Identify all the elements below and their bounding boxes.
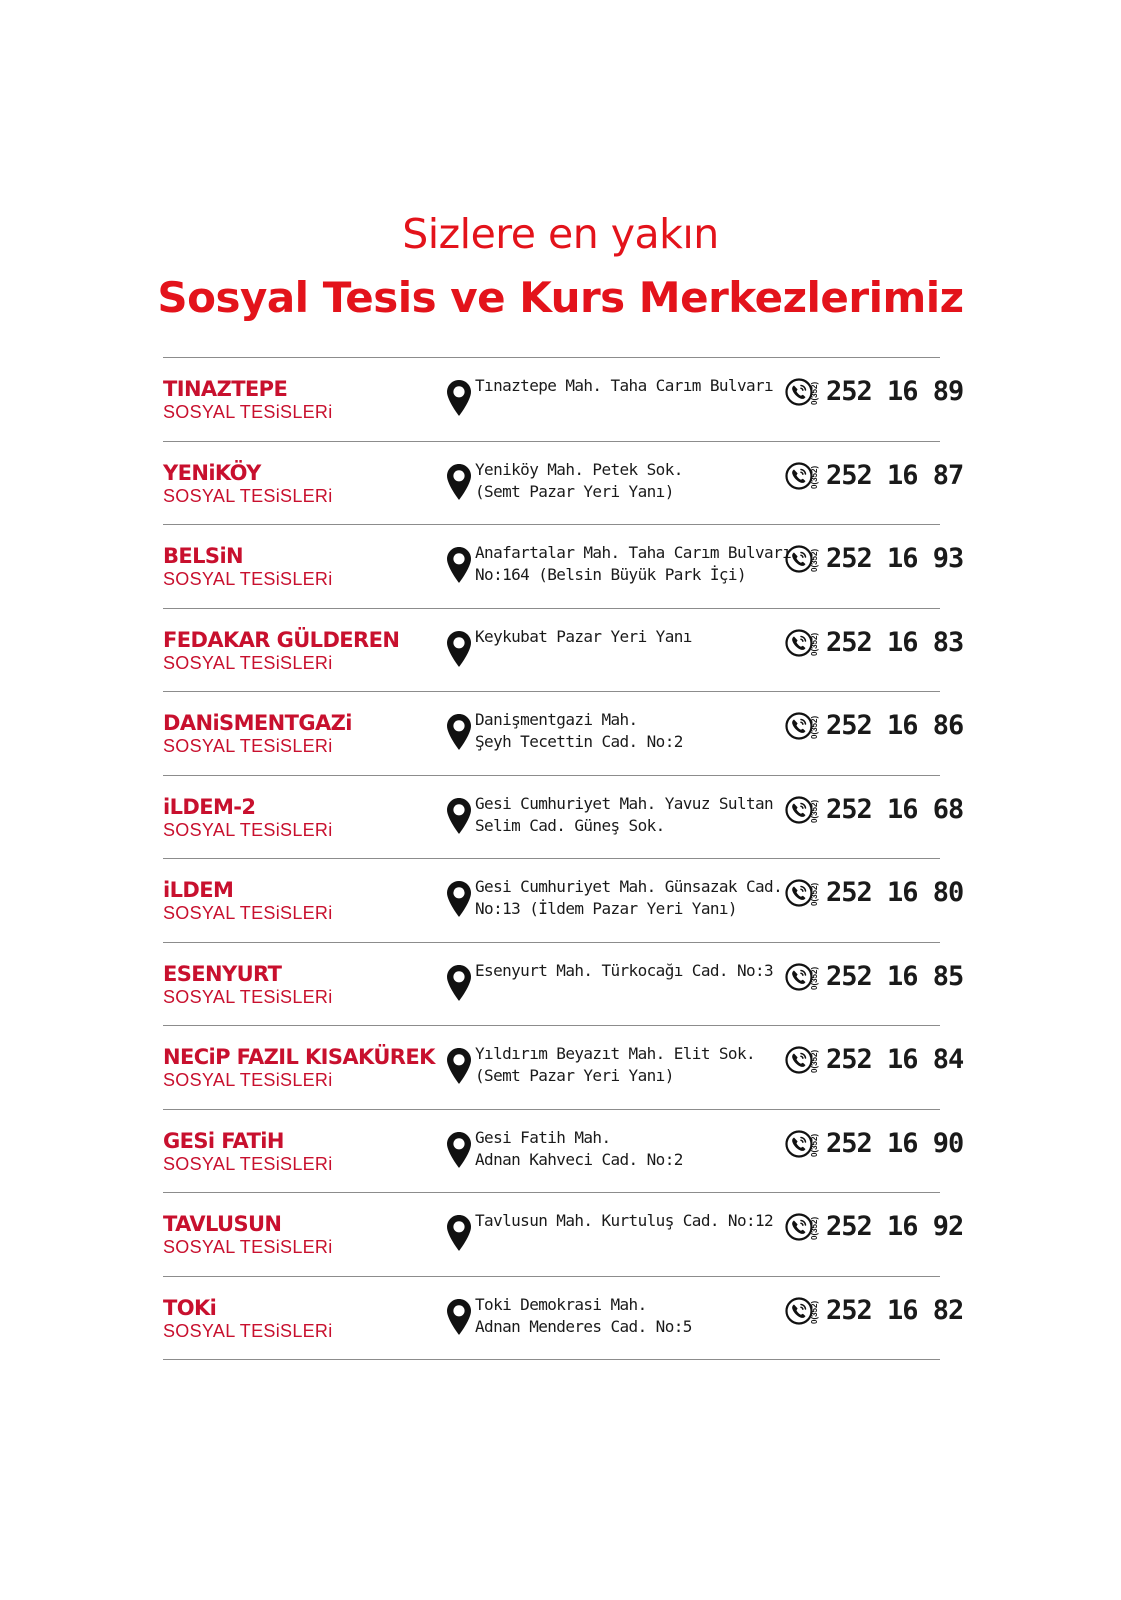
area-code: 0(352)	[810, 1216, 819, 1240]
facility-type: SOSYAL TESiSLERi	[163, 1153, 333, 1174]
area-code: 0(352)	[810, 798, 819, 823]
address-line: Adnan Menderes Cad. No:5	[475, 1316, 692, 1336]
facility-row	[163, 943, 964, 1027]
page-header	[0, 205, 1121, 329]
map-pin-icon	[446, 964, 472, 1002]
facility-name-block	[163, 1129, 333, 1175]
facility-address	[475, 1043, 775, 1087]
facility-name-block	[163, 878, 333, 924]
area-code: 0(352)	[810, 1049, 819, 1073]
facility-row	[163, 1193, 964, 1277]
phone-number[interactable]: 252 16 80	[826, 877, 964, 908]
phone-number[interactable]: 252 16 92	[826, 1211, 964, 1242]
address-line: Anafartalar Mah. Taha Carım Bulvarı	[475, 543, 792, 562]
facility-name: iLDEM-2	[163, 794, 256, 819]
map-pin-icon	[446, 1214, 472, 1252]
phone-number[interactable]: 252 16 86	[826, 710, 964, 741]
facility-address	[475, 709, 775, 753]
facility-row	[163, 442, 964, 526]
facility-name: DANiSMENTGAZi	[163, 711, 352, 735]
address-line: Danişmentgazi Mah.	[475, 710, 638, 729]
facility-type: SOSYAL TESiSLERi	[163, 485, 333, 506]
facility-name: GESi FATiH	[163, 1128, 284, 1153]
phone-number[interactable]: 252 16 68	[826, 793, 964, 825]
area-code: 0(352)	[810, 1132, 819, 1157]
address-line: (Semt Pazar Yeri Yanı)	[475, 481, 674, 501]
address-line: No:13 (İldem Pazar Yeri Yanı)	[475, 899, 737, 918]
facility-name-block	[163, 628, 399, 674]
area-code: 0(352)	[810, 1299, 819, 1324]
facility-name-block	[163, 962, 333, 1008]
facility-row	[163, 692, 964, 776]
facility-type: SOSYAL TESiSLERi	[163, 1237, 333, 1257]
facility-type: SOSYAL TESiSLERi	[163, 569, 333, 589]
facility-row	[163, 358, 964, 442]
phone-number[interactable]: 252 16 89	[826, 376, 964, 407]
facility-row	[163, 1277, 964, 1361]
facility-row	[163, 859, 964, 943]
address-line: No:164 (Belsin Büyük Park İçi)	[475, 565, 746, 584]
facility-type: SOSYAL TESiSLERi	[163, 1070, 333, 1090]
facility-type: SOSYAL TESiSLERi	[163, 903, 333, 923]
phone-number[interactable]: 252 16 87	[826, 459, 964, 491]
facility-type: SOSYAL TESiSLERi	[163, 736, 333, 756]
map-pin-icon	[446, 797, 472, 835]
facility-row	[163, 1110, 964, 1194]
facility-address	[475, 1210, 775, 1232]
area-code: 0(352)	[810, 548, 819, 572]
address-line: Yıldırım Beyazıt Mah. Elit Sok.	[475, 1044, 756, 1063]
address-line: (Semt Pazar Yeri Yanı)	[475, 1066, 674, 1085]
area-code: 0(352)	[810, 882, 819, 906]
facility-name: NECiP FAZIL KISAKÜREK	[163, 1045, 435, 1069]
facility-list	[163, 357, 964, 1360]
phone-number[interactable]: 252 16 82	[826, 1294, 964, 1326]
address-line: Tınaztepe Mah. Taha Carım Bulvarı	[475, 376, 774, 395]
address-line: Gesi Fatih Mah.	[475, 1127, 611, 1147]
facility-name-block	[163, 1212, 333, 1258]
facility-row	[163, 776, 964, 860]
facility-type: SOSYAL TESiSLERi	[163, 1320, 333, 1341]
area-code: 0(352)	[810, 631, 819, 656]
facility-name-block	[163, 461, 333, 507]
address-line: Selim Cad. Güneş Sok.	[475, 815, 665, 835]
facility-name-block	[163, 711, 352, 757]
map-pin-icon	[446, 379, 472, 417]
address-line: Gesi Cumhuriyet Mah. Günsazak Cad.	[475, 877, 783, 896]
facility-address	[475, 375, 775, 397]
address-line: Gesi Cumhuriyet Mah. Yavuz Sultan	[475, 793, 774, 813]
facility-name-block	[163, 1045, 435, 1091]
facility-address	[475, 960, 775, 982]
facility-name: TINAZTEPE	[163, 377, 288, 401]
facility-row	[163, 1026, 964, 1110]
address-line: Esenyurt Mah. Türkocağı Cad. No:3	[475, 960, 774, 980]
area-code: 0(352)	[810, 464, 819, 489]
area-code: 0(352)	[810, 715, 819, 739]
facility-row	[163, 609, 964, 693]
facility-address	[475, 626, 775, 648]
page-title: Sosyal Tesis ve Kurs Merkezlerimiz	[157, 273, 964, 322]
map-pin-icon	[446, 630, 472, 668]
phone-number[interactable]: 252 16 83	[826, 626, 964, 658]
phone-number[interactable]: 252 16 85	[826, 960, 964, 992]
facility-name: ESENYURT	[163, 961, 282, 986]
facility-name-block	[163, 377, 333, 423]
facility-name: TAVLUSUN	[163, 1212, 282, 1236]
page-subtitle: Sizlere en yakın	[402, 210, 719, 258]
map-pin-icon	[446, 463, 472, 501]
map-pin-icon	[446, 546, 472, 584]
facility-type: SOSYAL TESiSLERi	[163, 652, 333, 673]
facility-address	[475, 793, 775, 837]
facility-address	[475, 542, 792, 586]
facility-name-block	[163, 795, 333, 841]
address-line: Toki Demokrasi Mah.	[475, 1294, 647, 1314]
phone-number[interactable]: 252 16 84	[826, 1044, 964, 1075]
map-pin-icon	[446, 1298, 472, 1336]
facility-name: FEDAKAR GÜLDEREN	[163, 627, 400, 652]
map-pin-icon	[446, 1131, 472, 1169]
facility-type: SOSYAL TESiSLERi	[163, 986, 333, 1007]
area-code: 0(352)	[810, 965, 819, 990]
facility-name: iLDEM	[163, 878, 234, 902]
facility-address	[475, 1294, 775, 1338]
facility-name: BELSiN	[163, 544, 244, 568]
facility-address	[475, 876, 783, 920]
facility-name: TOKi	[163, 1295, 217, 1320]
map-pin-icon	[446, 713, 472, 751]
facility-name-block	[163, 544, 333, 590]
facility-type: SOSYAL TESiSLERi	[163, 402, 333, 422]
phone-number[interactable]: 252 16 93	[826, 543, 964, 574]
facility-address	[475, 1127, 775, 1171]
facility-row	[163, 525, 964, 609]
facility-address	[475, 459, 775, 503]
map-pin-icon	[446, 1047, 472, 1085]
address-line: Yeniköy Mah. Petek Sok.	[475, 459, 683, 479]
area-code: 0(352)	[810, 381, 819, 405]
address-line: Keykubat Pazar Yeri Yanı	[475, 626, 692, 646]
address-line: Adnan Kahveci Cad. No:2	[475, 1149, 683, 1169]
phone-number[interactable]: 252 16 90	[826, 1127, 964, 1159]
map-pin-icon	[446, 880, 472, 918]
facility-name-block	[163, 1296, 333, 1342]
facility-type: SOSYAL TESiSLERi	[163, 819, 333, 840]
facility-name: YENiKÖY	[163, 460, 261, 485]
address-line: Tavlusun Mah. Kurtuluş Cad. No:12	[475, 1211, 774, 1230]
address-line: Şeyh Tecettin Cad. No:2	[475, 732, 683, 751]
